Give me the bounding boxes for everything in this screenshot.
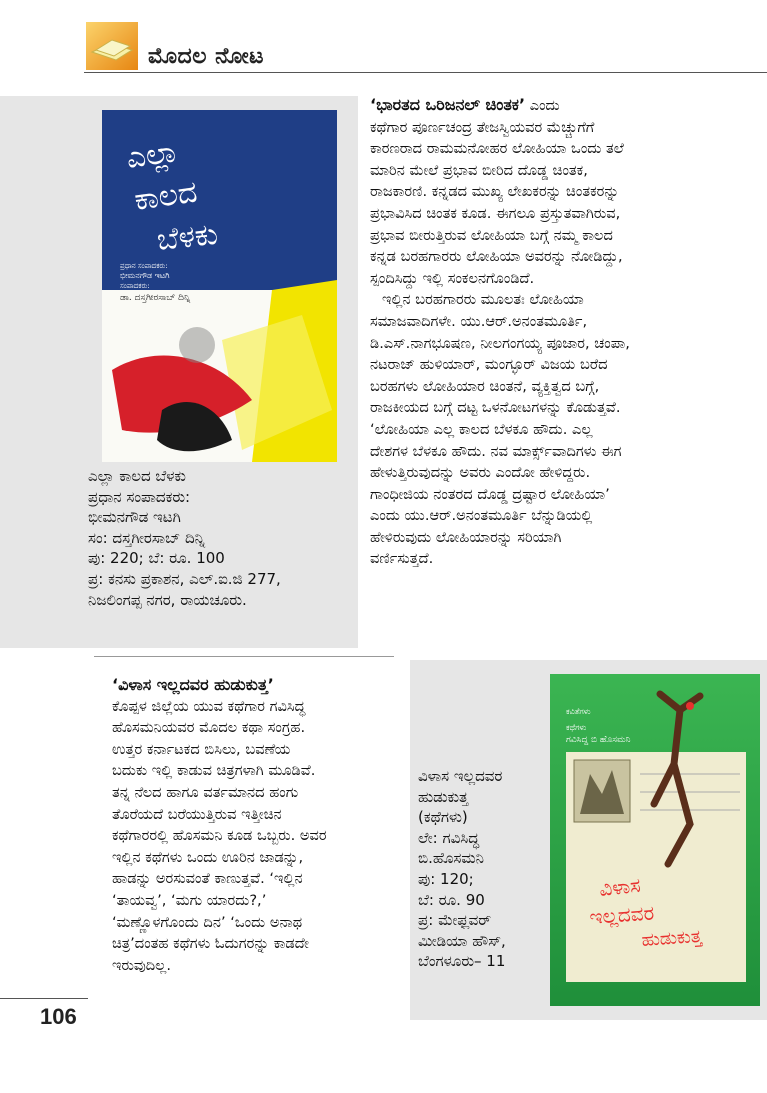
caption-line: ಹುಡುಕುತ್ತ: [418, 787, 469, 806]
book2-cover-category: ಕಥೆಗಳು: [566, 723, 587, 732]
article-line: ಇಲ್ಲಿನ ಕಥೆಗಳು ಒಂದು ಊರಿನ ಜಾಡನ್ನು,: [112, 848, 304, 866]
article-heading: [370, 94, 762, 117]
article-line: ಡಿ.ಎಸ್.ನಾಗಭೂಷಣ, ನೀಲಗಂಗಯ್ಯ ಪೂಜಾರ, ಚಂಪಾ,: [370, 334, 630, 352]
caption-line: ಮೀಡಿಯಾ ಹೌಸ್,: [418, 931, 506, 950]
book2-cover-author: ಗವಿಸಿದ್ದ ಬಿ ಹೊಸಮನಿ: [566, 735, 631, 745]
book1-cover: [102, 110, 337, 462]
book2-caption: [418, 766, 546, 972]
article-line: ಕಥೆಗಾರರಲ್ಲಿ ಹೊಸಮನಿ ಕೂಡ ಒಬ್ಬರು. ಅವರ: [112, 827, 327, 845]
caption-line: ಬಿ.ಹೊಸಮನಿ: [418, 849, 484, 868]
section-divider: [94, 656, 394, 657]
article-line: ಹೇಳಿರುವುದು ಲೋಹಿಯಾರನ್ನು ಸರಿಯಾಗಿ: [370, 528, 562, 546]
caption-line: ಬೆಂಗಳೂರು– 11: [418, 952, 506, 971]
book2-publisher-mark: ಕವಿತೆಗಳು: [566, 707, 591, 716]
article-heading: ‘ವಿಳಾಸ ಇಲ್ಲದವರ ಹುಡುಕುತ್ತ’: [112, 675, 274, 694]
book1-cover-sub-1: ಪ್ರಧಾನ ಸಂಪಾದಕರು:: [120, 262, 168, 270]
caption-line: ಪ್ರ: ಕನಸು ಪ್ರಕಾಶನ, ಎಲ್.ಐ.ಜಿ 277,: [88, 569, 281, 588]
book1-cover-sub-2: ಭೀಮನಗೌಡ ಇಟಗಿ: [120, 271, 170, 280]
article-line: ಇಲ್ಲಿನ ಬರಹಗಾರರು ಮೂಲತಃ ಲೋಹಿಯಾ: [382, 291, 584, 309]
heading-title: ‘ಭಾರತದ ಒರಿಜನಲ್ ಚಿಂತಕ’: [370, 95, 526, 114]
caption-line: ಭೀಮನಗೌಡ ಇಟಗಿ: [88, 508, 181, 527]
article-line: ಕೊಪ್ಪಳ ಜಿಲ್ಲೆಯ ಯುವ ಕಥೆಗಾರ ಗವಿಸಿದ್ಧ: [112, 697, 306, 715]
article-line: ವರ್ಣಿಸುತ್ತದೆ.: [370, 550, 434, 568]
article-line: ಸ್ಪಂದಿಸಿದ್ದು ಇಲ್ಲಿ ಸಂಕಲನಗೊಂಡಿದೆ.: [370, 269, 535, 287]
book2-article: [112, 674, 402, 976]
article-line: ಎಂದು ಯು.ಆರ್.ಅನಂತಮೂರ್ತಿ ಬೆನ್ನುಡಿಯಲ್ಲಿ: [370, 507, 593, 525]
article-line: ಸಮಾಜವಾದಿಗಳೇ. ಯು.ಆರ್.ಅನಂತಮೂರ್ತಿ,: [370, 312, 588, 330]
article-line: ಹಾಡನ್ನು ಅರಸುವಂತೆ ಕಾಣುತ್ತವೆ. ‘ಇಲ್ಲಿನ: [112, 870, 303, 888]
article-line: ಮಾರಿನ ಮೇಲೆ ಪ್ರಭಾವ ಬೀರಿದ ದೊಡ್ಡ ಚಿಂತಕ,: [370, 161, 588, 179]
page-header: [0, 0, 767, 80]
book1-cover-title-1: ಎಲ್ಲಾ: [124, 133, 182, 176]
footer-rule: [0, 998, 88, 999]
book1-cover-sub-3: ಸಂಪಾದಕರು:: [120, 282, 150, 290]
article-line: ಬದುಕು ಇಲ್ಲಿ ಕಾಡುವ ಚಿತ್ರಗಳಾಗಿ ಮೂಡಿವೆ.: [112, 762, 316, 780]
book1-article: [370, 94, 762, 570]
article-line: ನಟರಾಜ್ ಹುಳಿಯಾರ್, ಮಂಗ್ಳೂರ್ ವಿಜಯ ಬರೆದ: [370, 356, 608, 374]
article-line: ಬರಹಗಳು ಲೋಹಿಯಾರ ಚಿಂತನೆ, ವ್ಯಕ್ತಿತ್ವದ ಬಗ್ಗೆ,: [370, 377, 600, 395]
article-line: ಚಿತ್ರ’ದಂತಹ ಕಥೆಗಳು ಓದುಗರನ್ನು ಕಾಡದೇ: [112, 935, 309, 953]
caption-line: ಸಂ: ದಸ್ತಗೀರಸಾಬ್ ದಿನ್ನಿ: [88, 528, 206, 547]
book1-cover-title-3: ಬೆಳಕು: [155, 216, 220, 258]
caption-line: ಬೆ: ರೂ. 90: [418, 890, 485, 909]
article-line: ಗಾಂಧೀಜಿಯ ನಂತರದ ದೊಡ್ಡ ದ್ರಷ್ಟಾರ ಲೋಹಿಯಾ’: [370, 485, 610, 503]
caption-line: (ಕಥೆಗಳು): [418, 808, 468, 827]
caption-line: ವಿಳಾಸ ಇಲ್ಲದವರ: [418, 767, 503, 785]
book2-cover-title-3: ಹುಡುಕುತ್ತ: [640, 925, 703, 951]
book1-caption: [88, 466, 353, 610]
article-line: ‘ತಾಯವ್ವ’, ‘ಮಗು ಯಾರದು?,’: [112, 891, 267, 909]
article-line: ರಾಜಕೀಯದ ಬಗ್ಗೆ ದಟ್ಟ ಒಳನೋಟಗಳನ್ನು ಕೊಡುತ್ತವೆ.: [370, 399, 621, 417]
article-line: ಹೇಳುತ್ತಿರುವುದನ್ನು ಅವರು ಎಂದೋ ಹೇಳಿದ್ದರು.: [370, 464, 591, 482]
article-line: ಕಥೆಗಾರ ಪೂರ್ಣಚಂದ್ರ ತೇಜಸ್ವಿಯವರ ಮೆಚ್ಚುಗೆಗೆ: [370, 118, 595, 136]
caption-line: ಪ್ರಧಾನ ಸಂಪಾದಕರು:: [88, 487, 191, 506]
section-title: ಮೊದಲ ನೋಟ: [148, 44, 265, 69]
caption-line: ನಿಜಲಿಂಗಪ್ಪ ನಗರ, ರಾಯಚೂರು.: [88, 590, 247, 609]
article-line: ಪ್ರಭಾವಿಸಿದ ಚಿಂತಕ ಕೂಡ. ಈಗಲೂ ಪ್ರಸ್ತುತವಾಗಿರುವ,: [370, 204, 621, 222]
article-line: ಕಾರಣರಾದ ರಾಮಮನೋಹರ ಲೋಹಿಯಾ ಒಂದು ತಲೆ: [370, 140, 624, 158]
open-book-icon: [86, 22, 138, 70]
caption-line: ಪು: 220; ಬೆ: ರೂ. 100: [88, 549, 225, 568]
book1-cover-sub-4: ಡಾ. ದಸ್ತಗೀರಸಾಬ್ ದಿನ್ನಿ: [120, 293, 191, 303]
caption-line: ಎಲ್ಲಾ ಕಾಲದ ಬೆಳಕು: [88, 467, 186, 485]
article-line: ಪ್ರಭಾವ ಬೀರುತ್ತಿರುವ ಲೋಹಿಯಾ ಬಗ್ಗೆ ನಮ್ಮ ಕಾಲದ: [370, 226, 613, 244]
article-line: ಇರುವುದಿಲ್ಲ.: [112, 956, 172, 974]
caption-line: ಪ್ರ: ಮೇಫ್ಲವರ್: [418, 911, 492, 930]
heading-trailer: ಎಂದು: [525, 97, 560, 114]
article-line: ದೇಶಗಳ ಬೆಳಕೂ ಹೌದು. ನವ ಮಾರ್ಕ್ಸ್‌ವಾದಿಗಳು ಈಗ: [370, 442, 622, 460]
book1-cover-art: [102, 110, 337, 462]
book1-cover-title-2: ಕಾಲದ: [132, 174, 200, 218]
article-line: ಕನ್ನಡ ಬರಹಗಾರರು ಲೋಹಿಯಾ ಅವರನ್ನು ನೋಡಿದ್ದು,: [370, 248, 623, 266]
article-line: ‘ಮಣ್ಣೊಳಗೊಂದು ದಿನ’ ‘ಒಂದು ಅನಾಥ: [112, 913, 303, 931]
book2-cover-title-2: ಇಲ್ಲದವರ: [588, 900, 655, 929]
article-line: ತನ್ನ ನೆಲದ ಹಾಗೂ ವರ್ತಮಾನದ ಹಂಗು: [112, 783, 299, 801]
book2-cover-title-1: ವಿಳಾಸ: [598, 872, 642, 901]
article-line: ಹೊಸಮನಿಯವರ ಮೊದಲ ಕಥಾ ಸಂಗ್ರಹ.: [112, 719, 306, 737]
book2-cover: [550, 674, 760, 1006]
page-number: 106: [40, 1004, 77, 1029]
caption-line: ಲೇ: ಗವಿಸಿದ್ಧ: [418, 828, 480, 847]
article-line: ರಾಜಕಾರಣಿ. ಕನ್ನಡದ ಮುಖ್ಯ ಲೇಖಕರನ್ನು ಚಿಂತಕರನ್ನು: [370, 183, 620, 201]
article-line: ತೊರೆಯದೆ ಬರೆಯುತ್ತಿರುವ ಇತ್ತೀಚಿನ: [112, 805, 282, 823]
caption-line: ಪು: 120;: [418, 869, 474, 888]
article-line: ಉತ್ತರ ಕರ್ನಾಟಕದ ಬಿಸಿಲು, ಬವಣೆಯ: [112, 740, 291, 758]
article-line: ‘ಲೋಹಿಯಾ ಎಲ್ಲ ಕಾಲದ ಬೆಳಕೂ ಹೌದು. ಎಲ್ಲ: [370, 420, 593, 438]
book2-cover-art: [550, 674, 760, 1006]
header-rule: [84, 72, 767, 73]
